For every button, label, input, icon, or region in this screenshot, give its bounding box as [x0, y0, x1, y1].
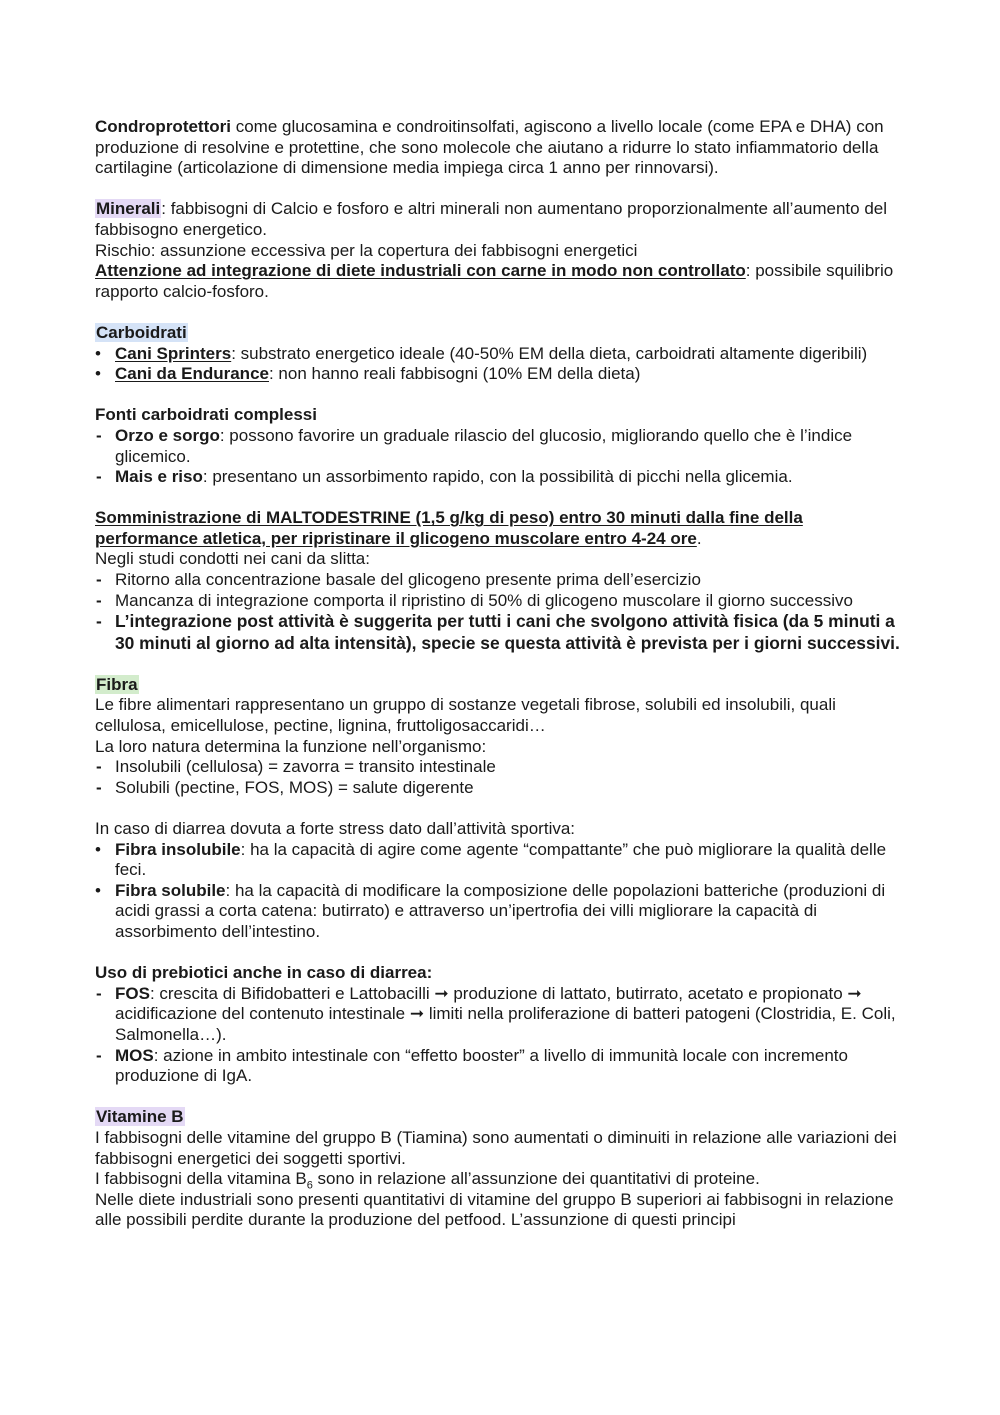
fibra-paragraph: Le fibre alimentari rappresentano un gruppo di sostanze vegetali fibrose, solubili ed insolubili, quali cellulosa, emicellulose, pectine, lignina, fruttoligosaccaridi… [95, 695, 836, 736]
list-item: - Mais e riso: presentano un assorbimento rapido, con la possibilità di picchi nella glicemia. [95, 467, 910, 488]
vitamine-heading: Vitamine B [96, 1107, 184, 1127]
list-item: • Fibra solubile: ha la capacità di modificare la composizione delle popolazioni batteriche (produzioni di acidi grassi a corta catena: butirrato) e attraverso un’ipertrofia dei villi migliorare la capacità di assorbimento dell’intestino. [95, 881, 910, 943]
diarrea-intro: In caso di diarrea dovuta a forte stress dato dall’attività sportiva: [95, 819, 576, 838]
list-item: - Solubili (pectine, FOS, MOS) = salute digerente [95, 778, 910, 799]
prebiotici-heading: Uso di prebiotici anche in caso di diarrea: [95, 963, 433, 983]
maltodestrine-intro: Negli studi condotti nei cani da slitta: [95, 549, 370, 569]
carboidrati-heading: Carboidrati [96, 322, 187, 342]
list-item: - Orzo e sorgo: possono favorire un graduale rilascio del glucosio, migliorando quello che è l’indice glicemico. [95, 426, 910, 467]
fibra-heading: Fibra [96, 674, 138, 694]
fonti-list [95, 426, 910, 488]
fonti-heading: Fonti carboidrati complessi [95, 405, 317, 425]
list-item: - MOS: azione in ambito intestinale con “effetto booster” a livello di immunità locale con incremento produzione di IgA. [95, 1046, 910, 1087]
maltodestrine-heading: Somministrazione di MALTODESTRINE (1,5 g/kg di peso) entro 30 minuti dalla fine della performance atletica, per ripristinare il glicogeno muscolare entro 4-24 ore. [95, 508, 803, 548]
vitamine-paragraph-2: I fabbisogni della vitamina $B_6$ sono in relazione all’assunzione dei quantitativi di proteine. [95, 1169, 760, 1192]
list-item-bold: - L’integrazione post attività è suggerita per tutti i cani che svolgono attività fisica (da 5 minuti a 30 minuti al giorno ad alta intensità), specie se questa attività è prevista per i giorni successivi. [95, 611, 910, 654]
vitamine-paragraph: I fabbisogni delle vitamine del gruppo B (Tiamina) sono aumentati o diminuiti in relazione alle variazioni dei fabbisogni energetici dei soggetti sportivi. [95, 1127, 897, 1168]
diarrea-list [95, 840, 910, 943]
carboidrati-list [95, 344, 910, 385]
list-item: • Cani Sprinters: substrato energetico ideale (40-50% EM della dieta, carboidrati altamente digeribili) [95, 344, 910, 365]
minerali-risk: Rischio: assunzione eccessiva per la copertura dei fabbisogni energetici [95, 240, 638, 260]
condroprotettori-term: Condroprotettori [95, 117, 231, 136]
vitamine-paragraph-3: Nelle diete industriali sono presenti quantitativi di vitamine del gruppo B superiori ai fabbisogni in relazione alle possibili perdite durante la produzione del petfood. L’assunzione di questi principi [95, 1189, 894, 1230]
list-item: - FOS: crescita di Bifidobatteri e Lattobacilli ➞ produzione di lattato, butirrato, acetato e propionato ➞ acidificazione del contenuto intestinale ➞ limiti nella proliferazione di batteri patogeni (Clostridia, E. Coli, Salmonella…). [95, 984, 910, 1046]
list-item: - Ritorno alla concentrazione basale del glicogeno presente prima dell’esercizio [95, 570, 910, 591]
fibra-list [95, 757, 910, 798]
document-page [95, 117, 910, 1231]
list-item: - Insolubili (cellulosa) = zavorra = transito intestinale [95, 757, 910, 778]
minerali-paragraph: Minerali: fabbisogni di Calcio e fosforo e altri minerali non aumentano proporzionalmente all’aumento del fabbisogno energetico. [95, 199, 888, 239]
minerali-heading: Minerali [96, 199, 161, 219]
condroprotettori-paragraph: Condroprotettori come glucosamina e condroitinsolfati, agiscono a livello locale (come EPA e DHA) con produzione di resolvine e protettine, che sono molecole che aiutano a ridurre lo stato infiammatorio della cartilagine (articolazione di dimensione media impiega circa 1 anno per rinnovarsi). [95, 117, 884, 178]
minerali-attention: Attenzione ad integrazione di diete industriali con carne in modo non controllato: possibile squilibrio rapporto calcio-fosforo. [95, 261, 894, 301]
list-item: • Cani da Endurance: non hanno reali fabbisogni (10% EM della dieta) [95, 364, 910, 385]
maltodestrine-list [95, 570, 910, 654]
list-item: • Fibra insolubile: ha la capacità di agire come agente “compattante” che può migliorare la qualità delle feci. [95, 840, 910, 881]
fibra-paragraph-2: La loro natura determina la funzione nell’organismo: [95, 736, 487, 756]
list-item: - Mancanza di integrazione comporta il ripristino di 50% di glicogeno muscolare il giorno successivo [95, 591, 910, 612]
prebiotici-list [95, 984, 910, 1087]
